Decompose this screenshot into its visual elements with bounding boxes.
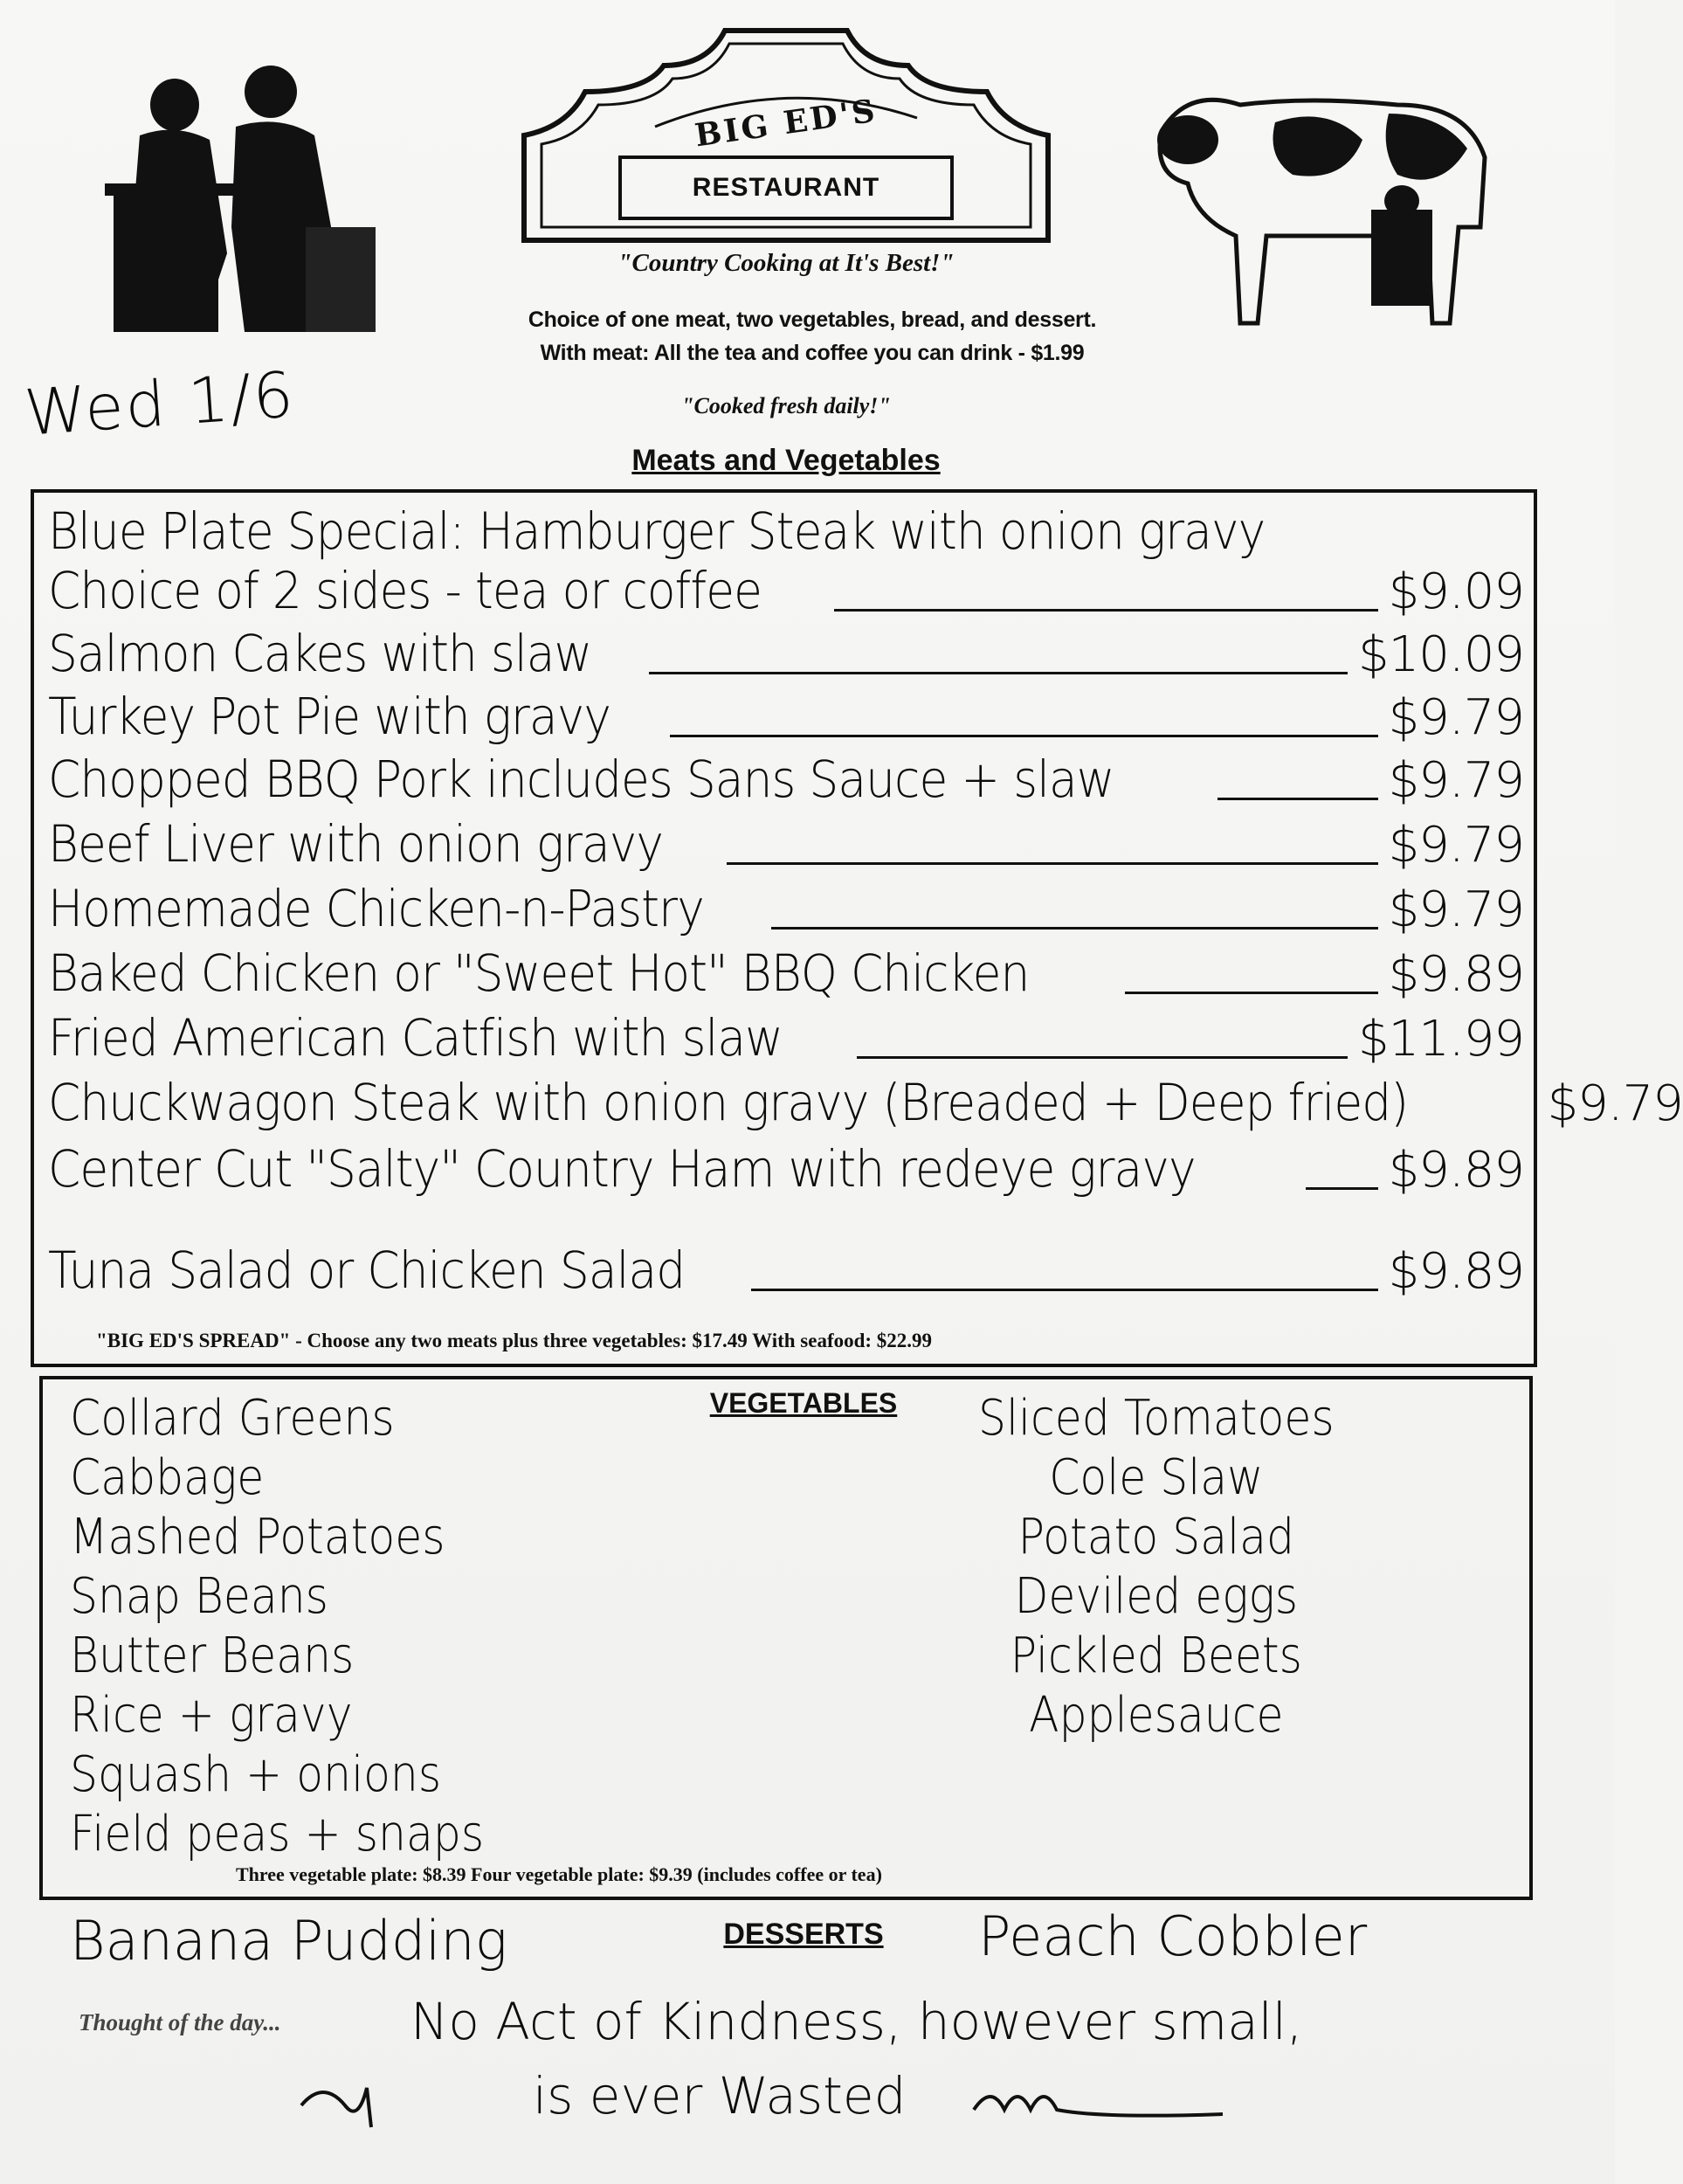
brand-name: BIG ED'S xyxy=(692,92,880,155)
menu-item-price: $9.79 xyxy=(1388,881,1524,938)
vegetable-item: Pickled Beets xyxy=(1010,1628,1302,1684)
menu-item-name: Tuna Salad or Chicken Salad xyxy=(48,1241,686,1300)
price-leader-line xyxy=(649,672,1348,674)
vegetable-item: Deviled eggs xyxy=(1014,1568,1299,1625)
price-leader-line xyxy=(1306,1187,1378,1190)
price-leader-line xyxy=(1125,992,1378,994)
vegetable-item: Mashed Potatoes xyxy=(70,1509,445,1565)
menu-item-name: Center Cut "Salty" Country Ham with redeye gravy xyxy=(48,1139,1196,1199)
menu-item-price: $9.09 xyxy=(1388,563,1524,620)
desserts-heading: DESSERTS xyxy=(723,1918,884,1951)
menu-item-price: $9.79 xyxy=(1388,752,1524,809)
menu-item xyxy=(48,877,1524,938)
vegetable-item: Collard Greens xyxy=(70,1390,395,1447)
menu-item-name: Chopped BBQ Pork includes Sans Sauce + slaw xyxy=(48,750,1114,809)
vegetables-left-column xyxy=(70,1389,530,1864)
price-leader-line xyxy=(751,1289,1378,1291)
menu-item xyxy=(48,812,1524,874)
menu-item-name: Homemade Chicken-n-Pastry xyxy=(48,879,704,938)
menu-item-name: Turkey Pot Pie with gravy xyxy=(48,687,611,746)
menu-item-name: Baked Chicken or "Sweet Hot" BBQ Chicken xyxy=(48,943,1030,1003)
menu-item xyxy=(48,559,1524,620)
menu-item-name: Beef Liver with onion gravy xyxy=(48,814,664,874)
vegetable-item: Cole Slaw xyxy=(1049,1449,1264,1506)
menu-item xyxy=(48,1006,1524,1068)
thought-of-the-day-label: Thought of the day... xyxy=(79,2009,281,2035)
vegetable-item: Applesauce xyxy=(1029,1687,1284,1744)
cow-illustration-image xyxy=(1135,70,1502,332)
thought-line-2: is ever Wasted xyxy=(533,2066,907,2125)
vegetable-plates-note: Three vegetable plate: $8.39 Four vegetable plate: $9.39 (includes coffee or tea) xyxy=(236,1863,882,1885)
flourish-left xyxy=(297,2062,402,2132)
meats-heading: Meats and Vegetables xyxy=(631,444,941,477)
menu-item xyxy=(48,622,1524,683)
dessert-item: Peach Cobbler xyxy=(978,1904,1368,1968)
menu-item-name: Salmon Cakes with slaw xyxy=(48,624,592,683)
dessert-item: Banana Pudding xyxy=(70,1909,507,1973)
vegetable-item: Squash + onions xyxy=(70,1746,442,1803)
vegetable-item: Sliced Tomatoes xyxy=(978,1390,1335,1447)
menu-item xyxy=(48,685,1524,746)
tagline: "Country Cooking at It's Best!" xyxy=(617,249,955,277)
menu-item-price: $9.89 xyxy=(1388,1142,1524,1199)
menu-item-price: $9.79 xyxy=(1547,1075,1683,1132)
menu-item-name: Fried American Catfish with slaw xyxy=(48,1008,783,1068)
menu-item-price: $9.79 xyxy=(1388,689,1524,746)
menu-item xyxy=(48,1239,1524,1300)
thought-line-1: No Act of Kindness, however small, xyxy=(410,1992,1303,2051)
intro-line-1: Choice of one meat, two vegetables, bread, and dessert. xyxy=(528,308,1097,332)
vegetable-item: Field peas + snaps xyxy=(70,1806,485,1863)
menu-item-price: $10.09 xyxy=(1358,626,1524,683)
vegetable-item: Potato Salad xyxy=(1017,1509,1295,1565)
menu-item xyxy=(48,500,1524,561)
price-leader-line xyxy=(1217,798,1378,800)
menu-item-price: $9.79 xyxy=(1388,817,1524,874)
menu-item xyxy=(48,1137,1524,1199)
menu-item-price: $9.89 xyxy=(1388,1243,1524,1300)
menu-item xyxy=(48,942,1524,1003)
farmers-silhouette-image xyxy=(105,52,384,332)
handwritten-date: Wed 1/6 xyxy=(22,357,298,450)
vegetables-heading: VEGETABLES xyxy=(709,1387,898,1419)
price-leader-line xyxy=(771,927,1378,930)
menu-item-price: $11.99 xyxy=(1358,1011,1524,1068)
menu-item-price: $9.89 xyxy=(1388,946,1524,1003)
price-leader-line xyxy=(670,735,1378,737)
menu-item-name: Chuckwagon Steak with onion gravy (Breaded + Deep fried) xyxy=(48,1073,1409,1132)
price-leader-line xyxy=(834,609,1378,612)
vegetable-item: Snap Beans xyxy=(70,1568,328,1625)
menu-item xyxy=(48,1071,1683,1132)
price-leader-line xyxy=(727,862,1377,865)
flourish-right xyxy=(969,2075,1231,2127)
menu-item-name: Blue Plate Special: Hamburger Steak with onion gravy xyxy=(48,501,1266,561)
big-eds-spread-note: "BIG ED'S SPREAD" - Choose any two meats plus three vegetables: $17.49 With seafood: $22.99 xyxy=(96,1330,933,1351)
vegetable-item: Cabbage xyxy=(70,1449,265,1506)
vegetables-right-column xyxy=(978,1389,1374,1745)
vegetable-item: Butter Beans xyxy=(70,1628,355,1684)
price-leader-line xyxy=(857,1056,1348,1059)
brand-subtitle: RESTAURANT xyxy=(692,173,880,202)
menu-item-name: Choice of 2 sides - tea or coffee xyxy=(48,561,762,620)
vegetable-item: Rice + gravy xyxy=(70,1687,353,1744)
intro-line-2: With meat: All the tea and coffee you can drink - $1.99 xyxy=(540,341,1085,365)
cooked-fresh-note: "Cooked fresh daily!" xyxy=(681,393,891,418)
menu-item xyxy=(48,748,1524,809)
